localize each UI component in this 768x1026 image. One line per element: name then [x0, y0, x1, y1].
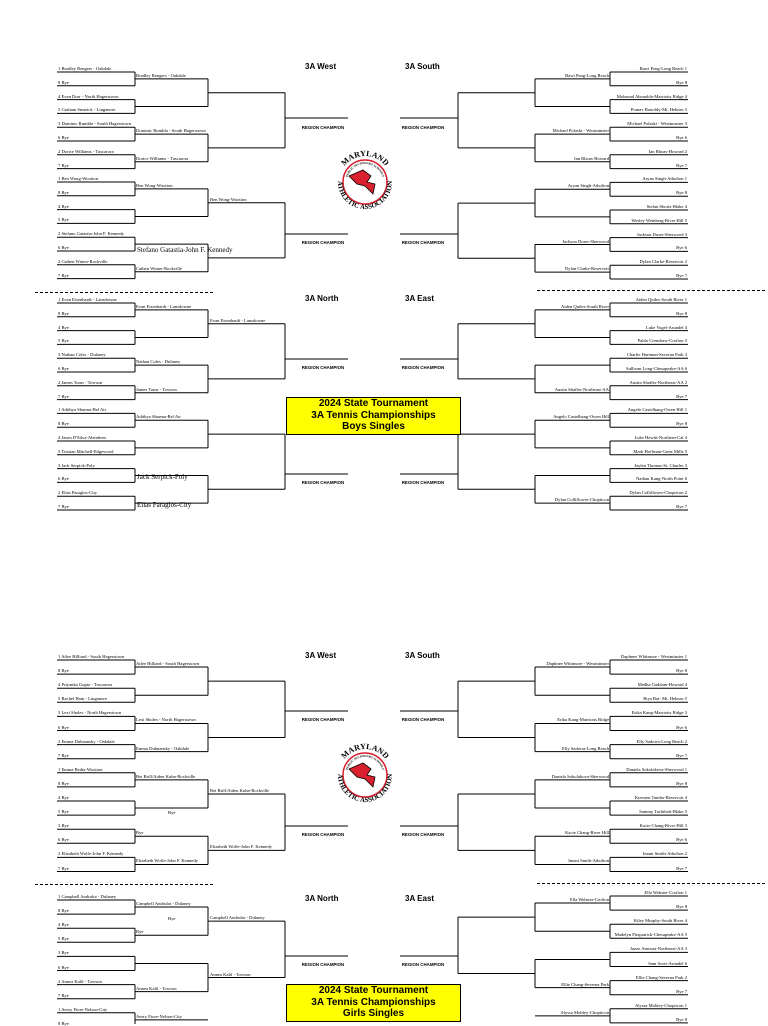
- entrant-name: 2 Elizabeth Wolfe-John F. Kennedy: [58, 851, 124, 857]
- entrant-name: Dylan Clarke-Reservoir 2: [639, 259, 687, 265]
- r2-name: Elly Sadorra-Long Reach: [562, 745, 609, 751]
- north-header: 3A North: [305, 294, 339, 303]
- r2-name: Bye: [136, 830, 144, 836]
- entrant-name: Kiersten Tambo-Reservoir 4: [634, 795, 687, 800]
- entrant-name: Alyssa Mobley-Chopticon 1: [634, 1002, 687, 1008]
- entrant-name: 8 Bye: [58, 310, 69, 316]
- region-champion-label: REGION CHAMPION: [301, 365, 345, 370]
- entrant-name: 8 Bye: [58, 1020, 69, 1026]
- south-header: 3A South: [405, 62, 440, 71]
- entrant-name: Sullivan Long-Chesapeake-AA 6: [626, 366, 687, 371]
- logo-text: ATHLETIC ASSOCIATION: [335, 180, 395, 212]
- entrant-name: 6 Bye: [58, 366, 69, 371]
- entrant-name: Sam Scott-Arundel 6: [648, 960, 687, 966]
- entrant-name: Elly Sadorra-Long Reach 2: [636, 738, 687, 744]
- entrant-name: Pranav Bonoldy-Mt. Hebron 5: [630, 107, 687, 113]
- entrant-name: 8 Bye: [58, 189, 69, 195]
- entrant-name: 3 Jack Serpick-Poly: [58, 462, 95, 468]
- r3-name: Annea Kalil - Towson: [210, 971, 251, 977]
- r2-name: Dominic Rumbla - South Hagerstown: [136, 128, 206, 134]
- entrant-name: Bye 6: [676, 245, 687, 251]
- r2-name: Ben Wong-Wootton: [136, 182, 173, 188]
- region-champion-label: REGION CHAMPION: [401, 717, 445, 722]
- east-header: 3A East: [405, 294, 435, 303]
- r2-name: Ella Webster-Crofton: [569, 897, 609, 903]
- entrant-name: 2 Annea Kalil - Towson: [58, 978, 102, 984]
- entrant-name: Wesley Weinberg-River Hill 5: [631, 217, 687, 223]
- r3-name: Bei Brill/Aiden Kuhn-Rockville: [210, 787, 270, 793]
- big-name: Elias Paraglos-City: [137, 501, 192, 510]
- r2-name: Austin Shaffer-Northeast-AA: [554, 386, 609, 392]
- r2-name: Bradley Rengers - Oakdale: [136, 72, 186, 78]
- maryland-map-icon: [349, 763, 375, 787]
- entrant-name: 1 Emma Bedia-Wootton: [58, 766, 103, 772]
- entrant-name: 8 Bye: [58, 668, 69, 674]
- entrant-name: Bye 7: [676, 504, 687, 509]
- entrant-name: 3 Bye: [58, 823, 69, 829]
- entrant-name: Bye 6: [676, 837, 687, 843]
- entrant-name: 4 Bye: [58, 795, 69, 800]
- region-champion-label: REGION CHAMPION: [401, 962, 445, 967]
- section-divider: [35, 884, 213, 885]
- r2-name: Ellie Chang-Severna Park: [561, 981, 609, 987]
- r2-name: Aiden Quiles-South River: [561, 303, 609, 309]
- entrant-name: Angelo Castelhang-Owen Hill 1: [627, 407, 687, 413]
- section-divider: [35, 292, 213, 293]
- mpssaa-logo-boys: [336, 149, 394, 211]
- entrant-name: 7 Bye: [58, 752, 69, 758]
- entrant-name: 1 Ben Wong-Wootton: [58, 176, 99, 181]
- r3-name: Ben Wong-Wootton: [210, 196, 247, 202]
- entrant-name: 6 Bye: [58, 135, 69, 140]
- r2-name: Dylan Clarke-Reservoir: [564, 266, 609, 272]
- r2-name: Bawi Peng-Long Reach: [565, 72, 609, 78]
- r3-name: Elizabeth Wolfe-John F. Kennedy: [210, 844, 272, 850]
- entrant-name: Michael Polaski - Westminster 3: [627, 121, 687, 127]
- r2-name: Daniela Sokolakova-Sherwood: [551, 773, 609, 779]
- r2-name: Dylan Colliflower-Chopticon: [554, 497, 609, 503]
- entrant-name: 4 Jason D'Silva-Aberdeen: [58, 435, 106, 440]
- entrant-name: 8 Bye: [58, 908, 69, 914]
- entrant-name: Bye 7: [676, 752, 687, 758]
- entrant-name: 3 Lexi Sholes - North Hagerstown: [58, 710, 122, 716]
- r2-name: Bei Brill/Aiden Kuhn-Rockville: [136, 773, 196, 779]
- entrant-name: Stefan Shorts-Blake 4: [646, 204, 687, 209]
- entrant-name: Ellie Chang-Severna Park 2: [635, 974, 687, 980]
- entrant-name: 7 Bye: [58, 393, 69, 399]
- r2-name: Cathen Winter-Rockville: [136, 265, 182, 271]
- logo-text: ATHLETIC ASSOCIATION: [335, 773, 395, 805]
- r2-name: Campbell Andrulot - Dulaney: [136, 901, 191, 907]
- r2-name: Kacie Chang-River Hill: [565, 830, 609, 836]
- entrant-name: 6 Bye: [58, 476, 69, 482]
- entrant-name: Medha Gaddam-Howard 4: [637, 682, 687, 688]
- entrant-name: 7 Bye: [58, 865, 69, 871]
- entrant-name: 6 Bye: [58, 837, 69, 843]
- r2-name: Adithya Sharma-Bel Air: [136, 414, 181, 420]
- entrant-name: Bye 8: [676, 1016, 687, 1022]
- entrant-name: Charlie Hartman-Severna Park 3: [626, 352, 687, 358]
- entrant-name: Bye 8: [676, 79, 687, 85]
- entrant-name: Jazzo Amosaa-Northeast-AA 3: [630, 946, 687, 952]
- title-line: Girls Singles: [342, 1008, 405, 1019]
- entrant-name: 4 Bye: [58, 922, 69, 928]
- entrant-name: 2 Emma Dubnansky - Oakdale: [58, 738, 115, 744]
- entrant-name: 8 Bye: [58, 79, 69, 85]
- entrant-name: 6 Bye: [58, 724, 69, 730]
- r2-name: Evan Eisenhardt - Lansdowne: [136, 303, 192, 309]
- r2-name: Bye: [168, 810, 176, 816]
- region-champion-label: REGION CHAMPION: [301, 832, 345, 837]
- entrant-name: 1 Adithya Sharma-Bel Air: [58, 407, 107, 413]
- entrant-name: 8 Bye: [58, 780, 69, 786]
- entrant-name: 5 Tristian Mitchell-Edgewood: [58, 448, 114, 454]
- big-name: Stefano Gatastia-John F. Kennedy: [137, 246, 233, 255]
- logo-text: PUBLIC SECONDARY SCHOOLS: [344, 753, 386, 771]
- entrant-name: Austin Shaffer-Northeast-AA 2: [629, 379, 687, 385]
- r3-name: Evan Eisenhardt - Lansdowne: [210, 317, 266, 323]
- west-header: 3A West: [305, 62, 337, 71]
- region-champion-label: REGION CHAMPION: [301, 962, 345, 967]
- entrant-name: 4 Bye: [58, 203, 69, 209]
- entrant-name: Bye 7: [676, 865, 687, 871]
- entrant-name: Dylan Colliflower-Chopticon 2: [629, 490, 687, 496]
- r2-name: Erika Kang-Marriotts Ridge: [557, 717, 609, 723]
- title-line: 3A Tennis Championships: [311, 996, 436, 1008]
- entrant-name: 6 Bye: [58, 245, 69, 250]
- entrant-name: Mark Hoffman-Great Mills 5: [633, 448, 687, 454]
- r2-name: Angelo Castelhang-Owen Hill: [553, 414, 609, 420]
- entrant-name: 7 Bye: [58, 272, 69, 278]
- entrant-name: 2 James Toms - Towson: [58, 379, 103, 385]
- entrant-name: Daphnee Whitmore - Westminster 1: [620, 654, 687, 659]
- r2-name: Dorice Williams - Tuscarora: [136, 155, 189, 161]
- region-champion-label: REGION CHAMPION: [301, 480, 345, 485]
- entrant-name: Bye 7: [676, 988, 687, 994]
- entrant-name: Erika Kang-Marriotts Ridge 3: [631, 710, 687, 716]
- logo-text: MARYLAND: [339, 741, 391, 761]
- region-champion-label: REGION CHAMPION: [401, 365, 445, 370]
- east-header: 3A East: [405, 894, 435, 903]
- logo-text: PUBLIC SECONDARY SCHOOLS: [344, 160, 386, 178]
- region-champion-label: REGION CHAMPION: [401, 125, 445, 130]
- entrant-name: 3 Nathan Coles - Dulaney: [58, 352, 106, 358]
- title-line: Boys Singles: [342, 421, 405, 432]
- entrant-name: 6 Bye: [58, 964, 69, 970]
- entrant-name: Bye 6: [676, 135, 687, 140]
- north-header: 3A North: [305, 894, 339, 903]
- entrant-name: Bawi Peng-Long Reach 1: [639, 66, 687, 71]
- south-header: 3A South: [405, 651, 440, 660]
- boys-title-box: [286, 397, 461, 435]
- entrant-name: 5 Bye: [58, 217, 69, 223]
- entrant-name: Pablo Crenshaw-Crofton 5: [637, 338, 687, 344]
- section-divider: [537, 883, 765, 884]
- entrant-name: 2 Dorice Williams - Tuscarora: [58, 148, 114, 154]
- entrant-name: Kacie Chang-River Hill 3: [639, 823, 687, 829]
- region-champion-label: REGION CHAMPION: [301, 240, 345, 245]
- entrant-name: Bye 8: [676, 668, 687, 674]
- entrant-name: Jaylen Thomas-St. Charles 3: [634, 462, 687, 468]
- entrant-name: 1 Bradley Rengers - Oakdale: [58, 66, 112, 71]
- entrant-name: 5 Graham Smarick - Linganore: [58, 107, 116, 113]
- entrant-name: Ian Rhoas-Howard 2: [648, 148, 687, 154]
- entrant-name: 2 Elias Paraglos-City: [58, 490, 98, 496]
- entrant-name: 5 Bye: [58, 338, 69, 344]
- entrant-name: 3 Dominic Rumbla - South Hagerstown: [58, 121, 132, 127]
- entrant-name: 1 Avery Fiore-Nelson-City: [58, 1006, 108, 1012]
- entrant-name: 7 Bye: [58, 162, 69, 168]
- west-header: 3A West: [305, 651, 337, 660]
- r2-name: Alyssa Mobley-Chopticon: [560, 1009, 609, 1015]
- entrant-name: Imani Smith-Atholton 2: [642, 851, 687, 857]
- entrant-name: 4 Bye: [58, 324, 69, 330]
- entrant-name: 4 Priyanka Gupta - Tuscarora: [58, 682, 113, 688]
- region-champion-label: REGION CHAMPION: [301, 125, 345, 130]
- region-champion-label: REGION CHAMPION: [401, 832, 445, 837]
- entrant-name: 3 Bye: [58, 950, 69, 956]
- r2-name: Bye: [136, 929, 144, 935]
- r2-name: Jackson Doser-Sherwood: [562, 238, 609, 244]
- r2-name: Annea Kalil - Towson: [136, 985, 177, 991]
- r2-name: Ian Rhoas-Howard: [574, 155, 609, 161]
- entrant-name: 5 Rachel Ham - Linganore: [58, 696, 107, 702]
- mpssaa-logo-girls: [336, 742, 394, 804]
- entrant-name: Daniela Sokolakova-Sherwood 1: [626, 766, 687, 772]
- entrant-name: Bye 8: [676, 780, 687, 786]
- entrant-name: 2 Stefano Gatastia-John F. Kennedy: [58, 231, 125, 237]
- entrant-name: 7 Bye: [58, 992, 69, 998]
- entrant-name: Bye 8: [676, 421, 687, 427]
- entrant-name: Riya Rai- Mt. Hebron 5: [643, 696, 687, 702]
- entrant-name: 1 Campbell Andrulot - Dulaney: [58, 894, 117, 899]
- entrant-name: 1 Atlee Hilliard - South Hagerstown: [58, 654, 125, 659]
- region-champion-label: REGION CHAMPION: [401, 480, 445, 485]
- entrant-name: Sammy Tachibeti-Blake 5: [639, 809, 687, 815]
- entrant-name: Ella Webster-Crofton 1: [644, 890, 687, 895]
- r2-name: Avery Fiore-Nelson-City: [136, 1013, 182, 1019]
- entrant-name: Kiley Murphy-South River 4: [633, 918, 687, 924]
- r2-name: Aryan Singh-Atholton: [567, 183, 609, 189]
- entrant-name: Luke Hewitt-Northern-Cal 4: [634, 435, 687, 440]
- section-divider: [537, 290, 765, 291]
- entrant-name: Luke Vogel-Arundel 4: [645, 324, 687, 330]
- r2-bye: Bye: [168, 916, 176, 922]
- logo-text: MARYLAND: [339, 148, 391, 168]
- title-line: 2024 State Tournament: [318, 985, 429, 996]
- entrant-name: 8 Bye: [58, 421, 69, 427]
- entrant-name: Bye 7: [676, 162, 687, 168]
- big-name: Jack Serpick-Poly: [137, 472, 188, 481]
- entrant-name: Nathan Kang-North Point 6: [636, 476, 687, 482]
- r2-name: Lexi Sholes - North Hagerstown: [136, 717, 196, 723]
- entrant-name: Bye 6: [676, 724, 687, 730]
- entrant-name: Bye 7: [676, 393, 687, 399]
- entrant-name: 5 Bye: [58, 809, 69, 815]
- r2-name: Daphnee Whitmore - Westminster: [546, 661, 609, 667]
- region-champion-label: REGION CHAMPION: [301, 717, 345, 722]
- entrant-name: 7 Bye: [58, 504, 69, 509]
- girls-title-box: [286, 984, 461, 1022]
- entrant-name: Bye 8: [676, 310, 687, 316]
- entrant-name: 1 Evan Eisenhardt - Lansdowne: [58, 297, 117, 302]
- r2-name: James Toms - Towson: [136, 386, 177, 392]
- entrant-name: Bye 8: [676, 190, 687, 196]
- entrant-name: Mohanad Abouabla-Marriotts Ridge 4: [616, 93, 687, 99]
- r2-name: Emma Dubnansky - Oakdale: [136, 745, 190, 751]
- entrant-name: Aiden Quiles-South River 1: [635, 297, 687, 302]
- entrant-name: 5 Bye: [58, 936, 69, 942]
- maryland-map-icon: [349, 170, 375, 194]
- title-line: 3A Tennis Championships: [311, 409, 436, 421]
- r2-name: Elizabeth Wolfe-John F. Kennedy: [136, 858, 198, 864]
- entrant-name: Jackson Doser-Sherwood 3: [636, 231, 687, 237]
- region-champion-label: REGION CHAMPION: [401, 240, 445, 245]
- entrant-name: Bye 7: [676, 273, 687, 278]
- entrant-name: Madelyn Fitzpatrick-Chesapeake-AA 5: [614, 932, 687, 938]
- entrant-name: Bye 8: [676, 904, 687, 910]
- entrant-name: 4 Evan Durr - North Hagerstown: [58, 93, 119, 99]
- entrant-name: Aryan Singh-Atholton 1: [642, 176, 687, 182]
- entrant-name: 2 Cathen Winter-Rockville: [58, 258, 108, 264]
- r2-name: Imani Smith-Atholton: [568, 858, 609, 864]
- r3-name: Campbell Andrulot - Dulaney: [210, 915, 265, 921]
- r2-name: Atlee Hilliard - South Hagerstown: [136, 661, 200, 667]
- r2-name: Michael Polaski - Westminster: [552, 128, 609, 134]
- r2-name: Nathan Coles - Dulaney: [136, 359, 181, 365]
- title-line: 2024 State Tournament: [318, 398, 429, 409]
